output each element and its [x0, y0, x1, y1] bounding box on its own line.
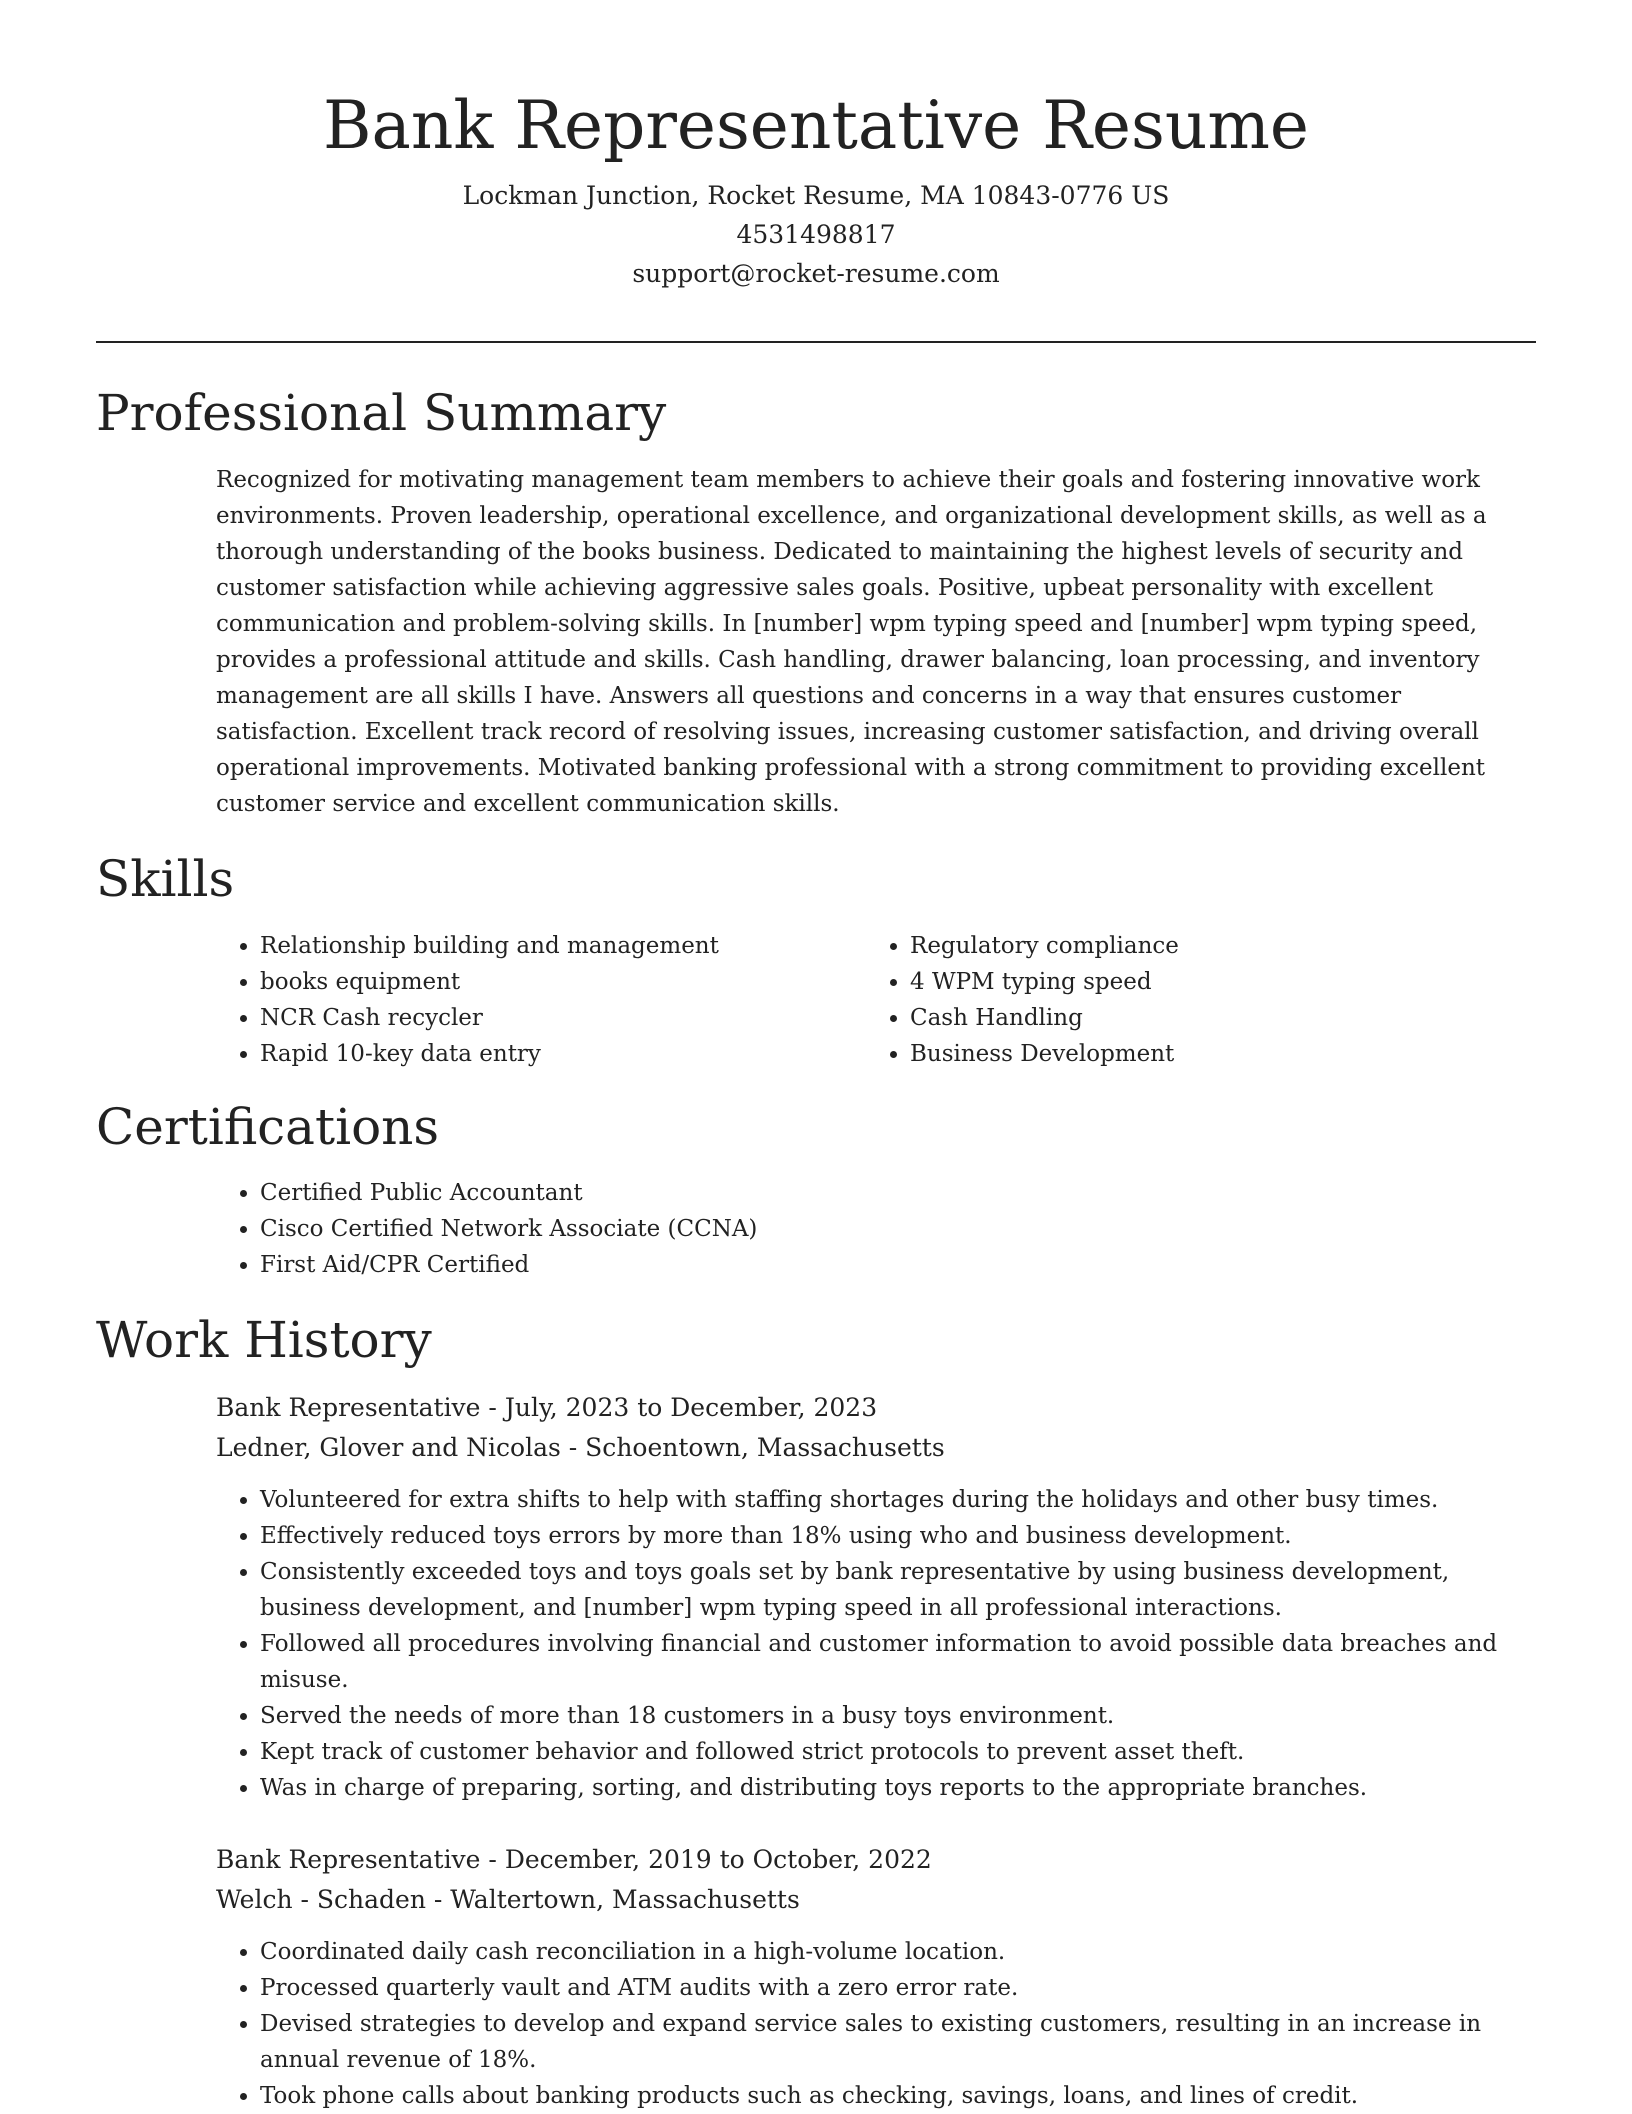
job-bullets [216, 1934, 1536, 2114]
skill-item: • NCR Cash recycler [260, 1000, 856, 1036]
skill-item: • Relationship building and management [260, 928, 856, 964]
skill-item: • books equipment [260, 964, 856, 1000]
job-bullet: • Volunteered for extra shifts to help with staffing shortages during the holidays and other busy times. [260, 1482, 1536, 1518]
job-dates: - July, 2023 to December, 2023 [480, 1393, 878, 1422]
page-title: Bank Representative Resume [323, 87, 1309, 164]
job-bullet: • Consistently exceeded toys and toys goals set by bank representative by using business development, business development, and [number] wpm typing speed in all professional interactions. [260, 1554, 1536, 1626]
job-dates: - December, 2019 to October, 2022 [480, 1845, 932, 1874]
job-location: - Schoentown, Massachusetts [560, 1433, 945, 1462]
skills-column-left [216, 928, 856, 1072]
job-bullet: • Served the needs of more than 18 customers in a busy toys environment. [260, 1698, 1536, 1734]
job-bullet: • Followed all procedures involving financial and customer information to avoid possible data breaches and misuse. [260, 1626, 1536, 1698]
certification-item: • First Aid/CPR Certified [260, 1247, 1516, 1283]
skills-column-right [866, 928, 1506, 1072]
skills-list-right [866, 928, 1506, 1072]
job-title-line [216, 1388, 877, 1428]
skill-item: • Business Development [910, 1036, 1506, 1072]
contact-phone: 4531498817 [736, 220, 896, 249]
job-bullet: • Kept track of customer behavior and followed strict protocols to prevent asset theft. [260, 1734, 1536, 1770]
job-company: Welch - Schaden [216, 1885, 426, 1914]
certifications-heading: Certifications [96, 1098, 440, 1156]
contact-address: Lockman Junction, Rocket Resume, MA 10843-0776 US [462, 181, 1170, 210]
certifications-list [216, 1175, 1516, 1283]
work-history-heading: Work History [96, 1311, 432, 1369]
job-company-line [216, 1428, 945, 1468]
job-bullet: • Effectively reduced toys errors by more than 18% using who and business development. [260, 1518, 1536, 1554]
certification-item: • Cisco Certified Network Associate (CCNA) [260, 1211, 1516, 1247]
summary-text: Recognized for motivating management team members to achieve their goals and fostering innovative work environments. Proven leadership, operational excellence, and organizational development skills, as well as a thorough understanding of the books business. Dedicated to maintaining the highest levels of security and customer satisfaction while achieving aggressive sales goals. Positive, upbeat personality with excellent communication and problem-solving skills. In [number] wpm typing speed and [number] wpm typing speed, provides a professional attitude and skills. Cash handling, drawer balancing, loan processing, and inventory management are all skills I have. Answers all questions and concerns in a way that ensures customer satisfaction. Excellent track record of resolving issues, increasing customer satisfaction, and driving overall operational improvements. Motivated banking professional with a strong commitment to providing excellent customer service and excellent communication skills. [216, 467, 1487, 817]
skills-list-left [216, 928, 856, 1072]
summary-heading: Professional Summary [96, 384, 667, 442]
skill-item: • Rapid 10-key data entry [260, 1036, 856, 1072]
job-location: - Waltertown, Massachusetts [425, 1885, 800, 1914]
job-bullets [216, 1482, 1536, 1806]
contact-email: support@rocket-resume.com [632, 259, 1000, 288]
job-title: Bank Representative [216, 1845, 481, 1874]
certification-item: • Certified Public Accountant [260, 1175, 1516, 1211]
resume-header [0, 0, 1632, 293]
job-bullet: • Devised strategies to develop and expand service sales to existing customers, resulting in an increase in annual revenue of 18%. [260, 2006, 1536, 2078]
contact-block [0, 176, 1632, 293]
job-bullet: • Coordinated daily cash reconciliation in a high-volume location. [260, 1934, 1536, 1970]
job-company-line [216, 1880, 800, 1920]
skill-item: • 4 WPM typing speed [910, 964, 1506, 1000]
job-title-line [216, 1840, 932, 1880]
job-bullet: • Took phone calls about banking products such as checking, savings, loans, and lines of credit. [260, 2078, 1536, 2114]
job-bullet: • Processed quarterly vault and ATM audits with a zero error rate. [260, 1970, 1536, 2006]
header-divider [96, 341, 1536, 343]
skills-heading: Skills [96, 850, 235, 908]
skill-item: • Regulatory compliance [910, 928, 1506, 964]
skill-item: • Cash Handling [910, 1000, 1506, 1036]
job-company: Ledner, Glover and Nicolas [216, 1433, 561, 1462]
job-title: Bank Representative [216, 1393, 481, 1422]
job-bullet: • Was in charge of preparing, sorting, and distributing toys reports to the appropriate branches. [260, 1770, 1536, 1806]
